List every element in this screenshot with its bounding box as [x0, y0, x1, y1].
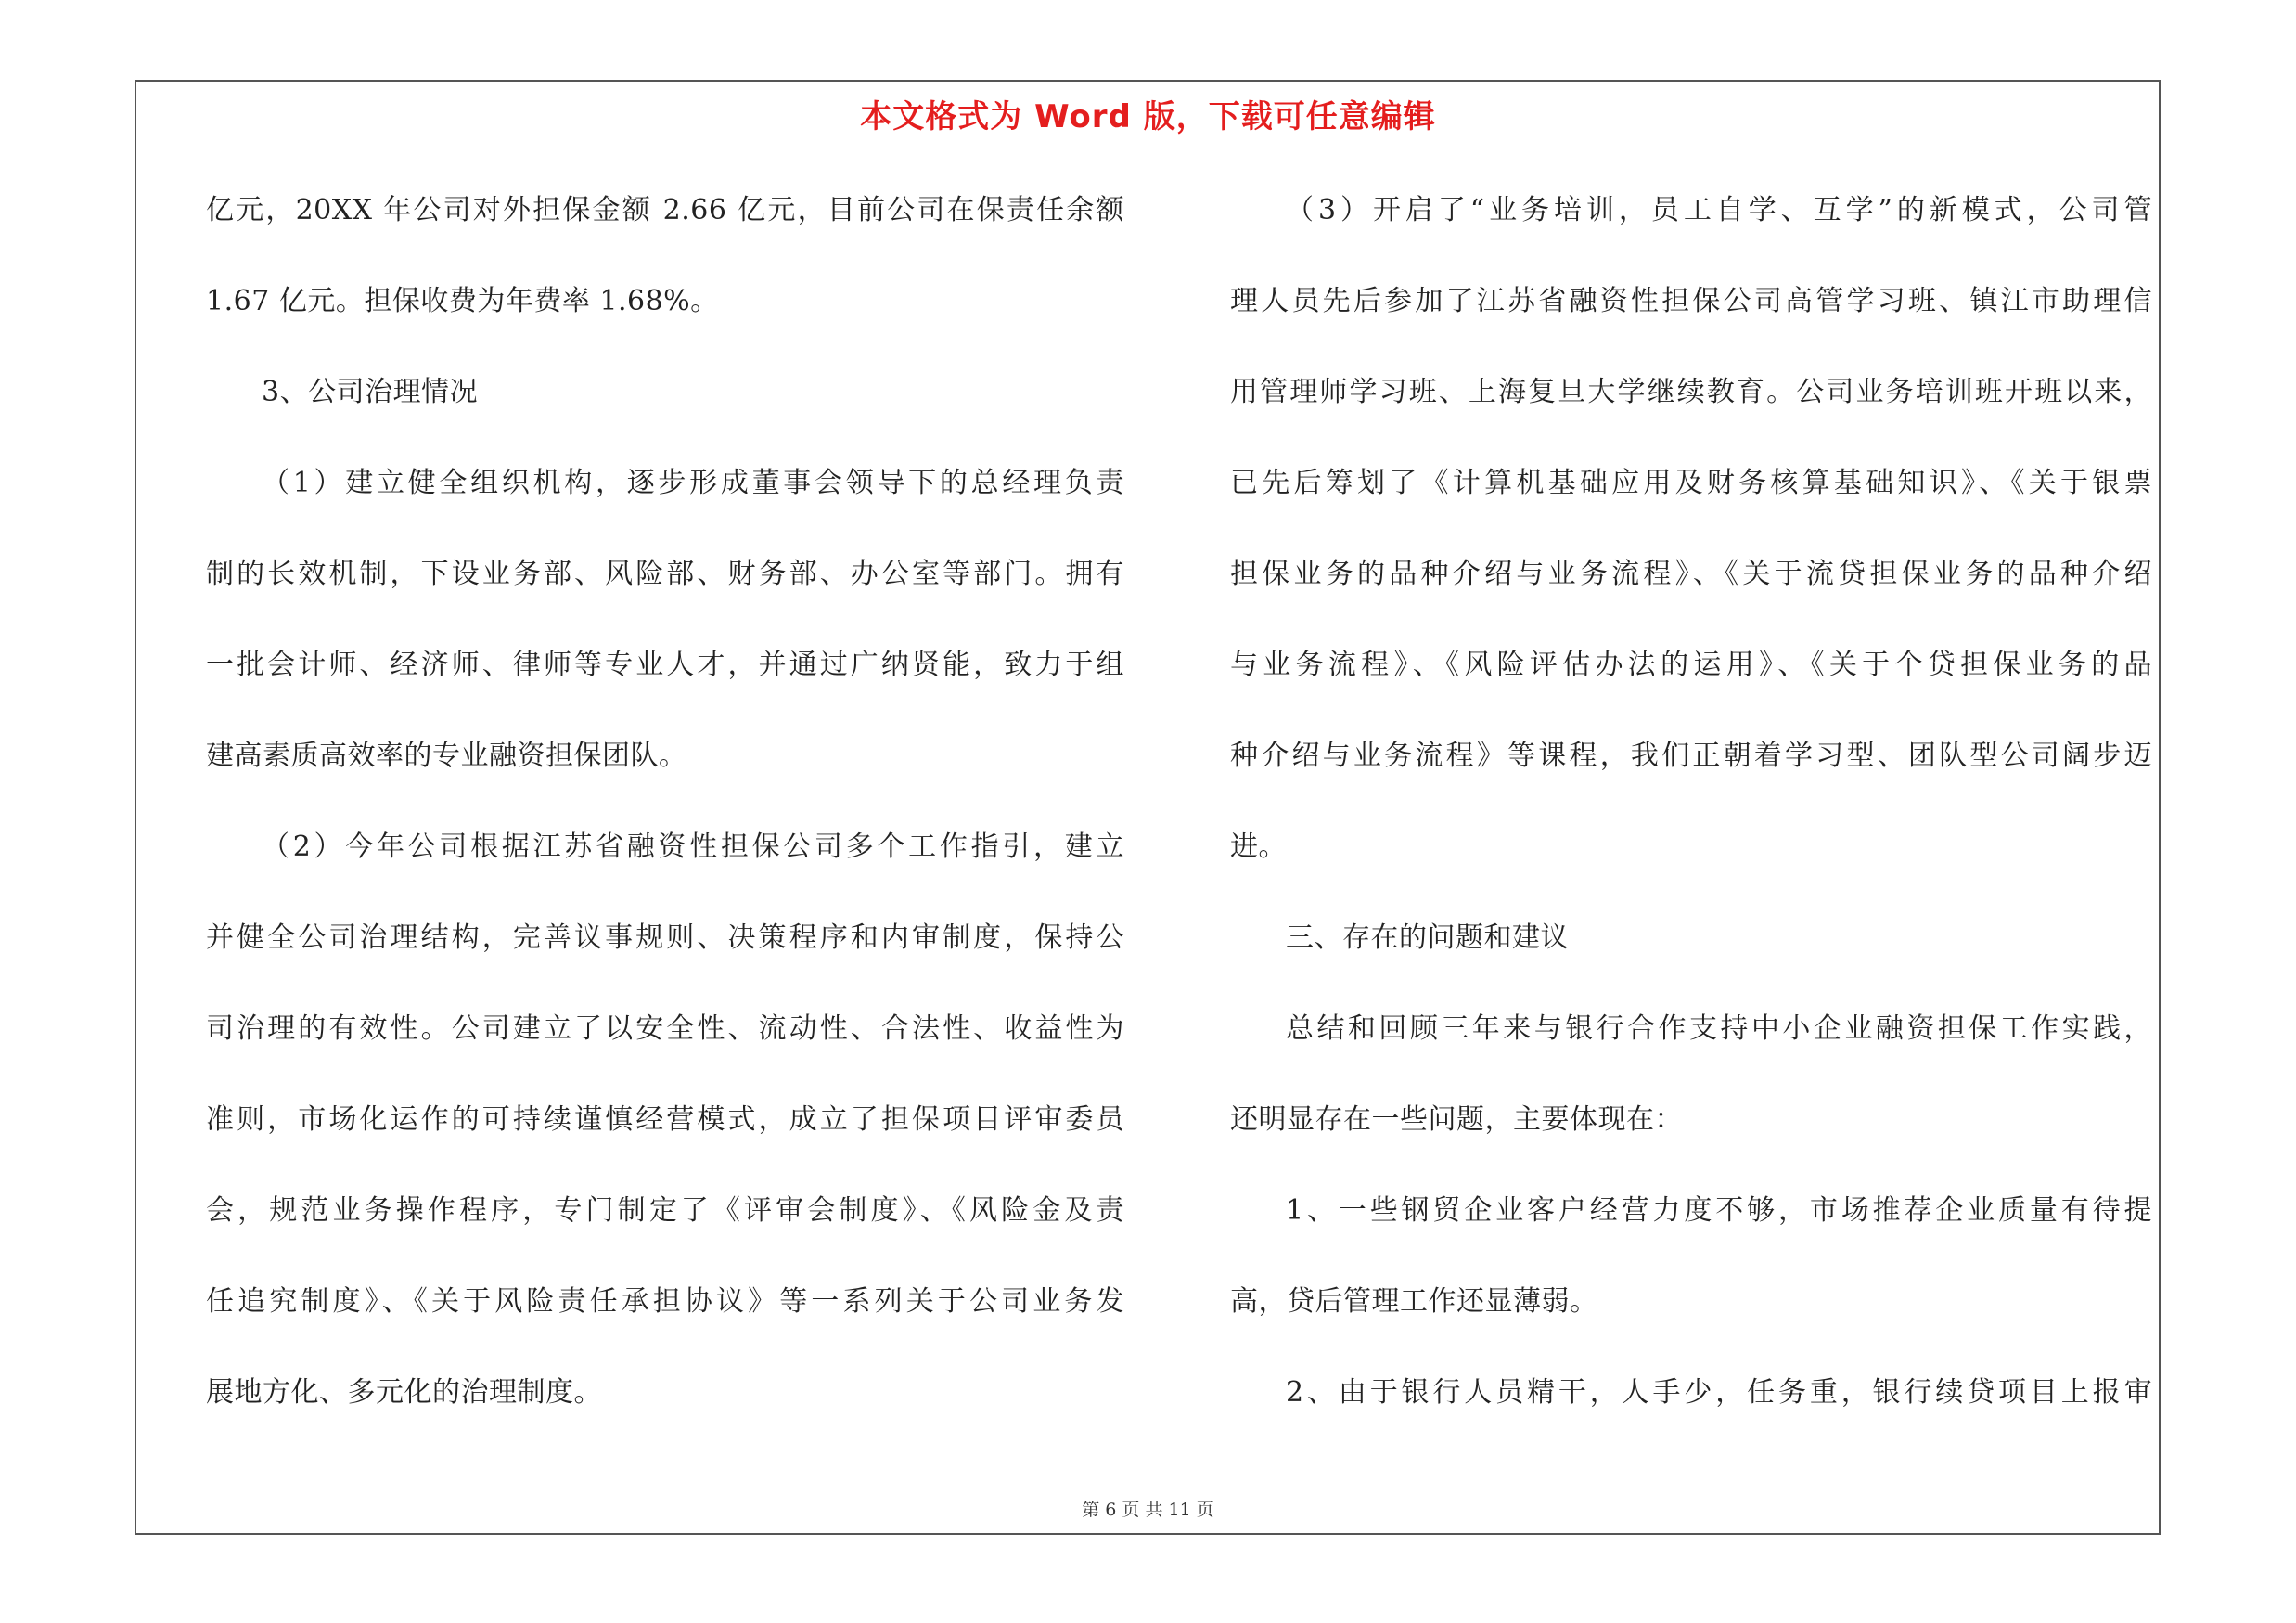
left-text-column [206, 182, 1124, 1455]
right-text-line: 2、由于银行人员精干，人手少，任务重，银行续贷项目上报审 [1286, 1376, 2152, 1409]
left-text-line: （2）今年公司根据江苏省融资性担保公司多个工作指引，建立 [262, 831, 1124, 863]
right-text-line: 种介绍与业务流程》等课程，我们正朝着学习型、团队型公司阔步迈 [1230, 740, 2152, 772]
left-text-line: 并健全公司治理结构，完善议事规则、决策程序和内审制度，保持公 [206, 921, 1124, 954]
right-text-line: 1、一些钢贸企业客户经营力度不够，市场推荐企业质量有待提 [1286, 1194, 2152, 1227]
left-text-line: 任追究制度》、《关于风险责任承担协议》等一系列关于公司业务发 [206, 1285, 1124, 1318]
right-text-line: （3）开启了“业务培训，员工自学、互学”的新模式，公司管 [1286, 194, 2152, 226]
left-text-line: 会，规范业务操作程序，专门制定了《评审会制度》、《风险金及责 [206, 1194, 1124, 1227]
left-text-line: 司治理的有效性。公司建立了以安全性、流动性、合法性、收益性为 [206, 1012, 1124, 1045]
right-text-line: 与业务流程》、《风险评估办法的运用》、《关于个贷担保业务的品 [1230, 649, 2152, 681]
right-text-line: 理人员先后参加了江苏省融资性担保公司高管学习班、镇江市助理信 [1230, 285, 2152, 317]
right-text-line: 进。 [1230, 831, 1287, 863]
right-text-line: 担保业务的品种介绍与业务流程》、《关于流贷担保业务的品种介绍 [1230, 558, 2152, 590]
right-text-line: 已先后筹划了《计算机基础应用及财务核算基础知识》、《关于银票 [1230, 467, 2152, 499]
right-text-line: 总结和回顾三年来与银行合作支持中小企业融资担保工作实践， [1286, 1012, 2152, 1045]
left-text-line: 展地方化、多元化的治理制度。 [206, 1376, 602, 1409]
left-text-line: 建高素质高效率的专业融资担保团队。 [206, 740, 687, 772]
left-text-line: 亿元，20XX 年公司对外担保金额 2.66 亿元，目前公司在保责任余额 [206, 194, 1124, 226]
page-number-footer: 第 6 页 共 11 页 [1082, 1500, 1214, 1520]
right-text-line: 还明显存在一些问题，主要体现在： [1230, 1103, 1683, 1136]
document-banner: 本文格式为 Word 版，下载可任意编辑 [860, 98, 1436, 135]
left-text-line: 准则，市场化运作的可持续谨慎经营模式，成立了担保项目评审委员 [206, 1103, 1124, 1136]
left-text-line: 1.67 亿元。担保收费为年费率 1.68%。 [206, 285, 719, 317]
left-text-line: （1）建立健全组织机构，逐步形成董事会领导下的总经理负责 [262, 467, 1124, 499]
left-text-line: 制的长效机制，下设业务部、风险部、财务部、办公室等部门。拥有 [206, 558, 1124, 590]
right-text-line: 三、存在的问题和建议 [1286, 921, 1569, 954]
right-text-column [1230, 182, 2152, 1455]
left-text-line: 一批会计师、经济师、律师等专业人才，并通过广纳贤能，致力于组 [206, 649, 1124, 681]
right-text-line: 用管理师学习班、上海复旦大学继续教育。公司业务培训班开班以来， [1230, 376, 2152, 408]
right-text-line: 高，贷后管理工作还显薄弱。 [1230, 1285, 1598, 1318]
left-text-line: 3、公司治理情况 [262, 376, 479, 408]
